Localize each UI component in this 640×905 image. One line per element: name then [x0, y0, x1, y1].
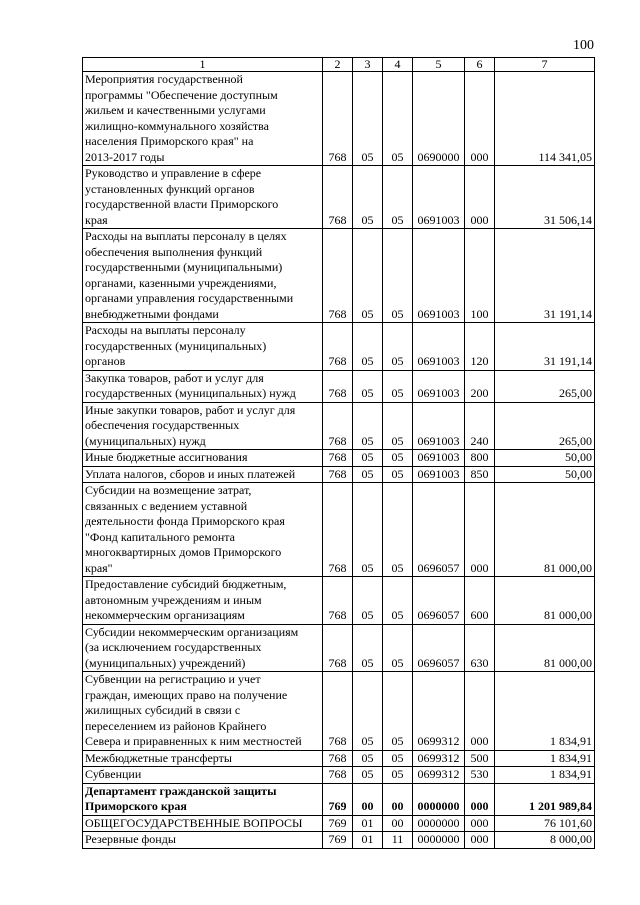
cell-section-code: 05	[353, 450, 383, 467]
cell-name: Субсидии на возмещение затрат, связанных с ведением уставной деятельности фонда Приморского края "Фонд капитального ремонта многоквартирных домов Приморского края"	[83, 483, 323, 577]
table-row	[83, 767, 595, 784]
cell-section-code: 05	[353, 750, 383, 767]
cell-admin-code: 769	[323, 832, 353, 849]
cell-subsection-code: 05	[383, 323, 413, 371]
table-row	[83, 815, 595, 832]
cell-subsection-code: 05	[383, 466, 413, 483]
cell-subsection-code: 05	[383, 370, 413, 402]
cell-section-code: 05	[353, 72, 383, 166]
cell-name: Расходы на выплаты персоналу в целях обеспечения выполнения функций государственными (муниципальными) органами, казенными учреждениями, органами управления государственными внебюджетными фондами	[83, 229, 323, 323]
cell-amount: 81 000,00	[495, 483, 595, 577]
cell-expense-type-code: 000	[465, 832, 495, 849]
cell-expense-type-code: 000	[465, 672, 495, 751]
cell-admin-code: 768	[323, 466, 353, 483]
cell-name: Резервные фонды	[83, 832, 323, 849]
cell-name: Субвенции	[83, 767, 323, 784]
cell-subsection-code: 05	[383, 450, 413, 467]
cell-admin-code: 768	[323, 767, 353, 784]
table-row	[83, 229, 595, 323]
cell-expense-type-code: 120	[465, 323, 495, 371]
cell-admin-code: 768	[323, 72, 353, 166]
table-row	[83, 750, 595, 767]
cell-amount: 50,00	[495, 450, 595, 467]
table-row	[83, 72, 595, 166]
cell-section-code: 05	[353, 672, 383, 751]
cell-name: Межбюджетные трансферты	[83, 750, 323, 767]
cell-admin-code: 768	[323, 750, 353, 767]
cell-amount: 76 101,60	[495, 815, 595, 832]
cell-amount: 265,00	[495, 370, 595, 402]
cell-expense-type-code: 000	[465, 483, 495, 577]
cell-target-code: 0691003	[413, 166, 465, 229]
table-header-row	[83, 58, 595, 72]
table-row	[83, 624, 595, 672]
table-row	[83, 483, 595, 577]
table-row	[83, 672, 595, 751]
cell-name: ОБЩЕГОСУДАРСТВЕННЫЕ ВОПРОСЫ	[83, 815, 323, 832]
cell-expense-type-code: 600	[465, 577, 495, 625]
cell-name: Иные бюджетные ассигнования	[83, 450, 323, 467]
cell-name: Закупка товаров, работ и услуг для государственных (муниципальных) нужд	[83, 370, 323, 402]
cell-name: Уплата налогов, сборов и иных платежей	[83, 466, 323, 483]
cell-section-code: 05	[353, 483, 383, 577]
cell-name: Расходы на выплаты персоналу государственных (муниципальных) органов	[83, 323, 323, 371]
table-body	[83, 72, 595, 849]
cell-target-code: 0691003	[413, 370, 465, 402]
cell-amount: 31 191,14	[495, 229, 595, 323]
cell-target-code: 0691003	[413, 229, 465, 323]
cell-target-code: 0000000	[413, 783, 465, 815]
cell-section-code: 05	[353, 624, 383, 672]
cell-admin-code: 768	[323, 229, 353, 323]
cell-subsection-code: 05	[383, 229, 413, 323]
column-header: 5	[413, 58, 465, 72]
cell-subsection-code: 05	[383, 402, 413, 450]
cell-subsection-code: 05	[383, 577, 413, 625]
cell-amount: 81 000,00	[495, 624, 595, 672]
cell-expense-type-code: 100	[465, 229, 495, 323]
cell-target-code: 0691003	[413, 450, 465, 467]
cell-expense-type-code: 530	[465, 767, 495, 784]
table-row	[83, 166, 595, 229]
table-row	[83, 450, 595, 467]
cell-section-code: 05	[353, 323, 383, 371]
cell-amount: 1 201 989,84	[495, 783, 595, 815]
cell-subsection-code: 05	[383, 166, 413, 229]
table-row	[83, 783, 595, 815]
cell-subsection-code: 05	[383, 750, 413, 767]
column-header: 2	[323, 58, 353, 72]
cell-amount: 1 834,91	[495, 672, 595, 751]
cell-expense-type-code: 630	[465, 624, 495, 672]
cell-expense-type-code: 200	[465, 370, 495, 402]
cell-amount: 265,00	[495, 402, 595, 450]
cell-section-code: 05	[353, 166, 383, 229]
cell-section-code: 00	[353, 783, 383, 815]
cell-admin-code: 768	[323, 166, 353, 229]
table-row	[83, 323, 595, 371]
cell-admin-code: 768	[323, 577, 353, 625]
cell-admin-code: 768	[323, 672, 353, 751]
table-row	[83, 402, 595, 450]
cell-section-code: 05	[353, 466, 383, 483]
cell-expense-type-code: 000	[465, 72, 495, 166]
cell-subsection-code: 05	[383, 767, 413, 784]
cell-expense-type-code: 500	[465, 750, 495, 767]
cell-amount: 8 000,00	[495, 832, 595, 849]
cell-subsection-code: 11	[383, 832, 413, 849]
cell-target-code: 0691003	[413, 402, 465, 450]
budget-table	[82, 57, 595, 849]
cell-subsection-code: 05	[383, 672, 413, 751]
cell-expense-type-code: 240	[465, 402, 495, 450]
cell-name: Руководство и управление в сфере установленных функций органов государственной власти Приморского края	[83, 166, 323, 229]
table-row	[83, 832, 595, 849]
cell-section-code: 01	[353, 815, 383, 832]
cell-amount: 1 834,91	[495, 767, 595, 784]
cell-subsection-code: 05	[383, 72, 413, 166]
cell-subsection-code: 00	[383, 815, 413, 832]
cell-admin-code: 768	[323, 323, 353, 371]
cell-section-code: 05	[353, 370, 383, 402]
cell-amount: 81 000,00	[495, 577, 595, 625]
cell-amount: 50,00	[495, 466, 595, 483]
cell-name: Мероприятия государственной программы "Обеспечение доступным жильем и качественными услугами жилищно-коммунального хозяйства населения Приморского края" на 2013-2017 годы	[83, 72, 323, 166]
cell-expense-type-code: 800	[465, 450, 495, 467]
cell-amount: 31 506,14	[495, 166, 595, 229]
cell-target-code: 0000000	[413, 832, 465, 849]
cell-amount: 31 191,14	[495, 323, 595, 371]
cell-expense-type-code: 000	[465, 166, 495, 229]
cell-admin-code: 768	[323, 483, 353, 577]
cell-subsection-code: 00	[383, 783, 413, 815]
cell-amount: 114 341,05	[495, 72, 595, 166]
column-header: 1	[83, 58, 323, 72]
cell-admin-code: 768	[323, 624, 353, 672]
cell-expense-type-code: 000	[465, 815, 495, 832]
cell-admin-code: 768	[323, 402, 353, 450]
cell-target-code: 0699312	[413, 750, 465, 767]
cell-admin-code: 768	[323, 370, 353, 402]
cell-section-code: 05	[353, 402, 383, 450]
table-row	[83, 370, 595, 402]
cell-section-code: 05	[353, 577, 383, 625]
cell-subsection-code: 05	[383, 624, 413, 672]
cell-subsection-code: 05	[383, 483, 413, 577]
cell-section-code: 01	[353, 832, 383, 849]
cell-name: Субвенции на регистрацию и учет граждан, имеющих право на получение жилищных субсидий в связи с переселением из районов Крайнего Севера и приравненных к ним местностей	[83, 672, 323, 751]
cell-expense-type-code: 000	[465, 783, 495, 815]
page-number: 100	[573, 38, 594, 53]
cell-section-code: 05	[353, 229, 383, 323]
cell-expense-type-code: 850	[465, 466, 495, 483]
table-row	[83, 577, 595, 625]
cell-admin-code: 769	[323, 815, 353, 832]
cell-target-code: 0696057	[413, 577, 465, 625]
table-row	[83, 466, 595, 483]
cell-target-code: 0691003	[413, 323, 465, 371]
cell-name: Иные закупки товаров, работ и услуг для обеспечения государственных (муниципальных) нужд	[83, 402, 323, 450]
cell-admin-code: 769	[323, 783, 353, 815]
cell-name: Предоставление субсидий бюджетным, автономным учреждениям и иным некоммерческим организациям	[83, 577, 323, 625]
cell-target-code: 0691003	[413, 466, 465, 483]
column-header: 7	[495, 58, 595, 72]
cell-target-code: 0699312	[413, 672, 465, 751]
cell-name: Департамент гражданской защиты Приморского края	[83, 783, 323, 815]
column-header: 4	[383, 58, 413, 72]
cell-target-code: 0699312	[413, 767, 465, 784]
cell-target-code: 0696057	[413, 624, 465, 672]
column-header: 6	[465, 58, 495, 72]
cell-target-code: 0696057	[413, 483, 465, 577]
cell-target-code: 0000000	[413, 815, 465, 832]
column-header: 3	[353, 58, 383, 72]
cell-name: Субсидии некоммерческим организациям (за исключением государственных (муниципальных) учреждений)	[83, 624, 323, 672]
cell-amount: 1 834,91	[495, 750, 595, 767]
cell-target-code: 0690000	[413, 72, 465, 166]
cell-section-code: 05	[353, 767, 383, 784]
cell-admin-code: 768	[323, 450, 353, 467]
